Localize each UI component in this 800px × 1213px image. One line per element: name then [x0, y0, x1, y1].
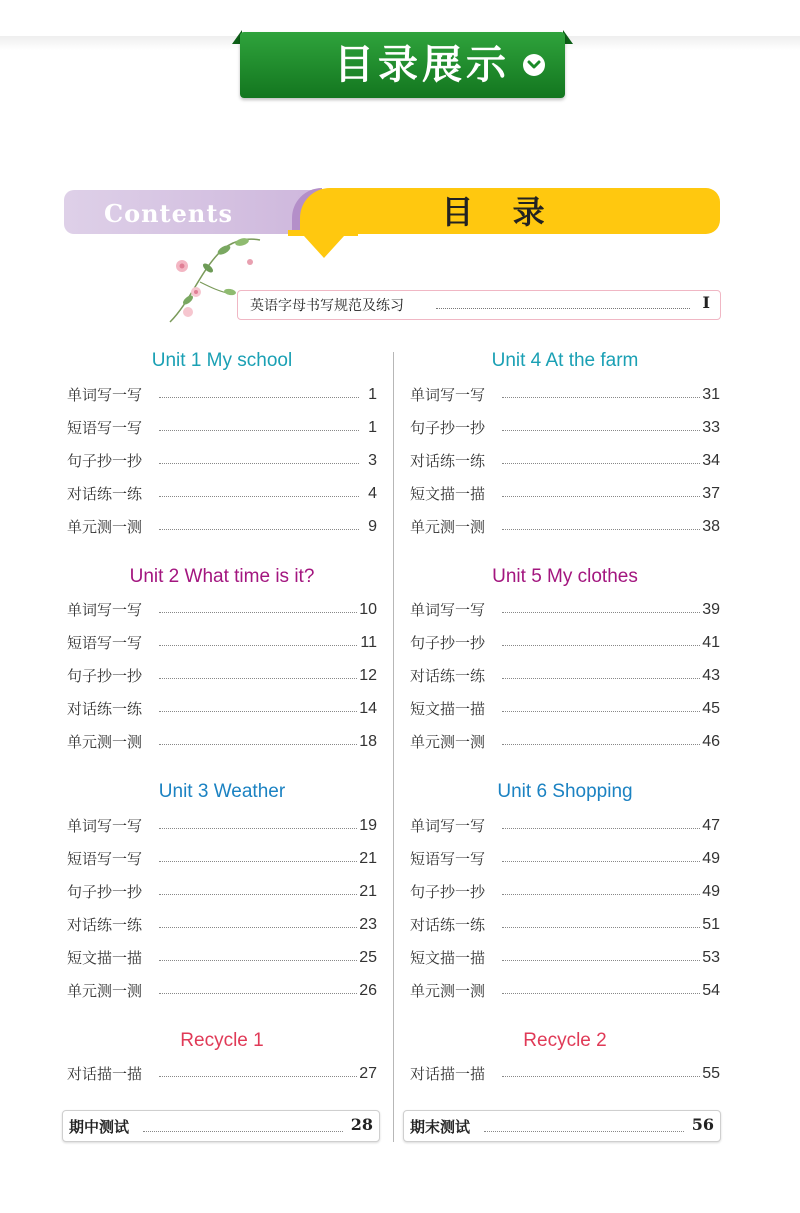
row-label: 单词写一写: [410, 599, 489, 621]
dotted-leader: [159, 529, 359, 530]
toc-row[interactable]: [67, 384, 377, 408]
toc-row[interactable]: [67, 881, 377, 905]
page-number: 3: [366, 450, 377, 472]
dotted-leader: [159, 927, 359, 928]
toc-row[interactable]: [410, 1063, 720, 1087]
dotted-leader: [502, 430, 702, 431]
toc-row[interactable]: [67, 516, 377, 540]
dotted-leader: [159, 496, 359, 497]
row-label: 短文描一描: [410, 698, 489, 720]
row-label: 句子抄一抄: [67, 881, 146, 903]
row-label: 单元测一测: [67, 516, 146, 538]
dotted-leader: [502, 927, 702, 928]
row-label: 对话练一练: [410, 665, 489, 687]
entry-label: 英语字母书写规范及练习: [250, 298, 404, 314]
dotted-leader: [484, 1131, 684, 1132]
page-number: 11: [358, 632, 377, 654]
dotted-leader: [502, 711, 702, 712]
dotted-leader: [159, 612, 359, 613]
unit-6-title: Unit 6 Shopping: [497, 781, 633, 802]
toc-row[interactable]: [410, 698, 720, 722]
final-label: 期末测试: [410, 1118, 471, 1136]
toc-row[interactable]: [410, 881, 720, 905]
page-number: 34: [700, 450, 720, 472]
toc-row[interactable]: [410, 632, 720, 656]
page-number: 21: [357, 848, 377, 870]
page-number: 47: [700, 815, 720, 837]
toc-row[interactable]: [410, 450, 720, 474]
page-number: 12: [357, 665, 377, 687]
page-number: 27: [357, 1063, 377, 1085]
row-label: 句子抄一抄: [410, 881, 489, 903]
row-label: 单元测一测: [67, 980, 146, 1002]
page-number: 1: [366, 417, 377, 439]
alphabet-practice-entry[interactable]: [237, 290, 721, 320]
contents-word: Contents: [104, 199, 233, 228]
page-number: 53: [700, 947, 720, 969]
dotted-leader: [502, 496, 702, 497]
dotted-leader: [502, 612, 702, 613]
toc-row[interactable]: [67, 698, 377, 722]
page-number: 49: [700, 848, 720, 870]
dotted-leader: [159, 894, 359, 895]
row-label: 句子抄一抄: [410, 417, 489, 439]
toc-row[interactable]: [67, 731, 377, 755]
toc-row[interactable]: [67, 980, 377, 1004]
page-number: 43: [700, 665, 720, 687]
row-label: 句子抄一抄: [67, 450, 146, 472]
toc-row[interactable]: [410, 947, 720, 971]
dotted-leader: [502, 960, 702, 961]
dotted-leader: [502, 993, 702, 994]
toc-row[interactable]: [410, 980, 720, 1004]
page-number: 46: [700, 731, 720, 753]
toc-row[interactable]: [67, 483, 377, 507]
page-number: 10: [357, 599, 377, 621]
row-label: 短语写一写: [410, 848, 489, 870]
toc-row[interactable]: [410, 384, 720, 408]
row-label: 短文描一描: [67, 947, 146, 969]
page-number: 14: [357, 698, 377, 720]
toc-row[interactable]: [410, 815, 720, 839]
dotted-leader: [502, 645, 702, 646]
page-number: I: [702, 293, 710, 312]
dotted-leader: [502, 397, 702, 398]
page-number: 51: [700, 914, 720, 936]
row-label: 对话描一描: [67, 1063, 146, 1085]
page-number: 55: [700, 1063, 720, 1085]
page-number: 18: [357, 731, 377, 753]
toc-row[interactable]: [67, 632, 377, 656]
row-label: 对话练一练: [67, 698, 146, 720]
page-number: 56: [691, 1115, 714, 1134]
toc-row[interactable]: [410, 417, 720, 441]
row-label: 句子抄一抄: [67, 665, 146, 687]
row-label: 单词写一写: [67, 384, 146, 406]
toc-row[interactable]: [67, 599, 377, 623]
unit-3-title: Unit 3 Weather: [158, 781, 286, 802]
dotted-leader: [502, 529, 702, 530]
dotted-leader: [502, 861, 702, 862]
column-divider: [393, 352, 394, 1142]
row-label: 单词写一写: [410, 384, 489, 406]
page-number: 25: [357, 947, 377, 969]
toc-row[interactable]: [67, 815, 377, 839]
toc-row[interactable]: [410, 599, 720, 623]
row-label: 短文描一描: [410, 483, 489, 505]
dotted-leader: [502, 463, 702, 464]
dotted-leader: [159, 1076, 359, 1077]
page-number: 54: [700, 980, 720, 1002]
dotted-leader: [159, 993, 359, 994]
row-label: 单词写一写: [410, 815, 489, 837]
page-number: 4: [366, 483, 377, 505]
dotted-leader: [159, 678, 359, 679]
toc-row[interactable]: [410, 483, 720, 507]
toc-row[interactable]: [67, 665, 377, 689]
toc-row[interactable]: [67, 1063, 377, 1087]
dotted-leader: [159, 861, 359, 862]
unit-4-title: Unit 4 At the farm: [491, 350, 639, 371]
down-arrow-icon: [278, 230, 368, 260]
page-number: 38: [700, 516, 720, 538]
row-label: 短语写一写: [67, 848, 146, 870]
row-label: 对话练一练: [67, 914, 146, 936]
recycle-1-title: Recycle 1: [180, 1030, 264, 1051]
row-label: 短语写一写: [67, 417, 146, 439]
dotted-leader: [502, 828, 702, 829]
row-label: 短语写一写: [67, 632, 146, 654]
toc-row[interactable]: [410, 848, 720, 872]
page-number: 39: [700, 599, 720, 621]
row-label: 对话描一描: [410, 1063, 489, 1085]
midterm-test-entry[interactable]: [62, 1110, 380, 1142]
final-label: 期中测试: [69, 1118, 130, 1136]
toc-row[interactable]: [410, 516, 720, 540]
dotted-leader: [159, 711, 359, 712]
dotted-leader: [502, 744, 702, 745]
dotted-leader: [502, 894, 702, 895]
toc-row[interactable]: [67, 947, 377, 971]
dotted-leader: [159, 828, 359, 829]
page-number: 45: [700, 698, 720, 720]
unit-1-title: Unit 1 My school: [151, 350, 293, 371]
toc-row[interactable]: [67, 417, 377, 441]
page-number: 19: [357, 815, 377, 837]
page-number: 37: [700, 483, 720, 505]
dotted-leader: [502, 678, 702, 679]
page-number: 49: [700, 881, 720, 903]
banner-title: 目录展示: [334, 42, 510, 88]
page-number: 33: [700, 417, 720, 439]
recycle-2-title: Recycle 2: [523, 1030, 607, 1051]
page-number: 23: [357, 914, 377, 936]
unit-5-title: Unit 5 My clothes: [492, 566, 638, 587]
toc-row[interactable]: [410, 665, 720, 689]
dotted-leader: [159, 645, 359, 646]
row-label: 单词写一写: [67, 815, 146, 837]
dotted-leader: [159, 960, 359, 961]
dotted-leader: [159, 397, 359, 398]
final-exam-entry[interactable]: [403, 1110, 721, 1142]
toc-row[interactable]: [410, 914, 720, 938]
row-label: 对话练一练: [67, 483, 146, 505]
row-label: 单词写一写: [67, 599, 146, 621]
dotted-leader: [143, 1131, 343, 1132]
toc-row[interactable]: [410, 731, 720, 755]
chevron-down-icon: [523, 54, 545, 76]
toc-row[interactable]: [67, 914, 377, 938]
toc-row[interactable]: [67, 450, 377, 474]
row-label: 单元测一测: [410, 980, 489, 1002]
page-number: 31: [700, 384, 720, 406]
dotted-leader: [159, 430, 359, 431]
page-number: 21: [357, 881, 377, 903]
toc-row[interactable]: [67, 848, 377, 872]
row-label: 句子抄一抄: [410, 632, 489, 654]
section-banner: [240, 32, 565, 98]
dotted-leader: [436, 308, 690, 309]
page-number: 1: [366, 384, 377, 406]
mulu-title: 目 录: [441, 193, 559, 231]
page-number: 41: [700, 632, 720, 654]
row-label: 单元测一测: [410, 731, 489, 753]
page-number: 26: [357, 980, 377, 1002]
dotted-leader: [159, 744, 359, 745]
page-number: 9: [366, 516, 377, 538]
row-label: 对话练一练: [410, 914, 489, 936]
row-label: 单元测一测: [67, 731, 146, 753]
page-number: 28: [350, 1115, 373, 1134]
row-label: 短文描一描: [410, 947, 489, 969]
row-label: 单元测一测: [410, 516, 489, 538]
dotted-leader: [159, 463, 359, 464]
unit-2-title: Unit 2 What time is it?: [129, 566, 315, 587]
dotted-leader: [502, 1076, 702, 1077]
row-label: 对话练一练: [410, 450, 489, 472]
